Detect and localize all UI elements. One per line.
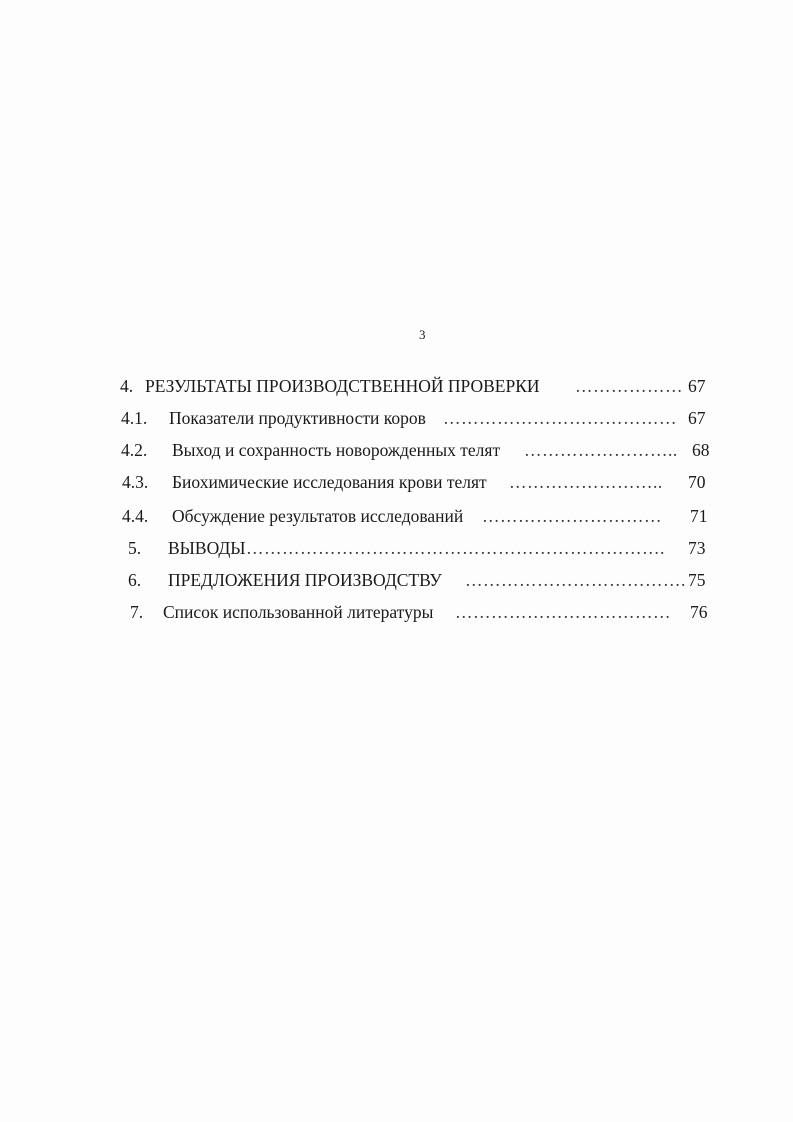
toc-entry-title: Показатели продуктивности коров [169,408,426,428]
toc-entry-page: 73 [688,538,706,558]
toc-entry-number: 7. [130,602,144,622]
toc-entry-number: 6. [128,570,142,590]
toc-entry-leader: ……………………………… [455,602,671,622]
toc-entry-number: 5. [128,538,142,558]
toc-entry-leader: …………………….. [509,472,663,492]
toc-entry-leader: ……………… [575,376,683,396]
toc-entry-title: РЕЗУЛЬТАТЫ ПРОИЗВОДСТВЕННОЙ ПРОВЕРКИ [145,376,540,396]
toc-entry-title: ВЫВОДЫ [168,538,246,558]
toc-entry-page: 68 [692,440,710,460]
toc-entry-leader: …………………….. [524,440,678,460]
toc-entry-title: Список использованной литературы [163,602,434,622]
toc-entry-page: 67 [688,376,706,396]
toc-entry-number: 4.2. [121,440,148,460]
toc-entry-page: 75 [688,570,706,590]
toc-entry-page: 67 [688,408,706,428]
toc-entry-number: 4.4. [122,506,149,526]
toc-entry-number: 4.1. [121,408,148,428]
toc-entry-title: Выход и сохранность новорожденных телят [172,440,501,460]
toc-entry-number: 4. [120,376,134,396]
toc-entry-page: 71 [690,506,708,526]
toc-entry-leader: ……………………………………………………………. [246,538,665,558]
toc-entry-page: 76 [690,602,708,622]
toc-entry-title: Обсуждение результатов исследований [172,506,464,526]
toc-entry-leader: ………………………… [482,506,662,526]
toc-entry-leader: ………………………………… [443,408,677,428]
toc-entry-leader: ………………………………. [465,570,686,590]
toc-entry-title: ПРЕДЛОЖЕНИЯ ПРОИЗВОДСТВУ [168,570,442,590]
toc-entry-title: Биохимические исследования крови телят [172,472,487,492]
toc-entry-number: 4.3. [122,472,149,492]
page-number: 3 [419,327,426,342]
toc-entry-page: 70 [688,472,706,492]
